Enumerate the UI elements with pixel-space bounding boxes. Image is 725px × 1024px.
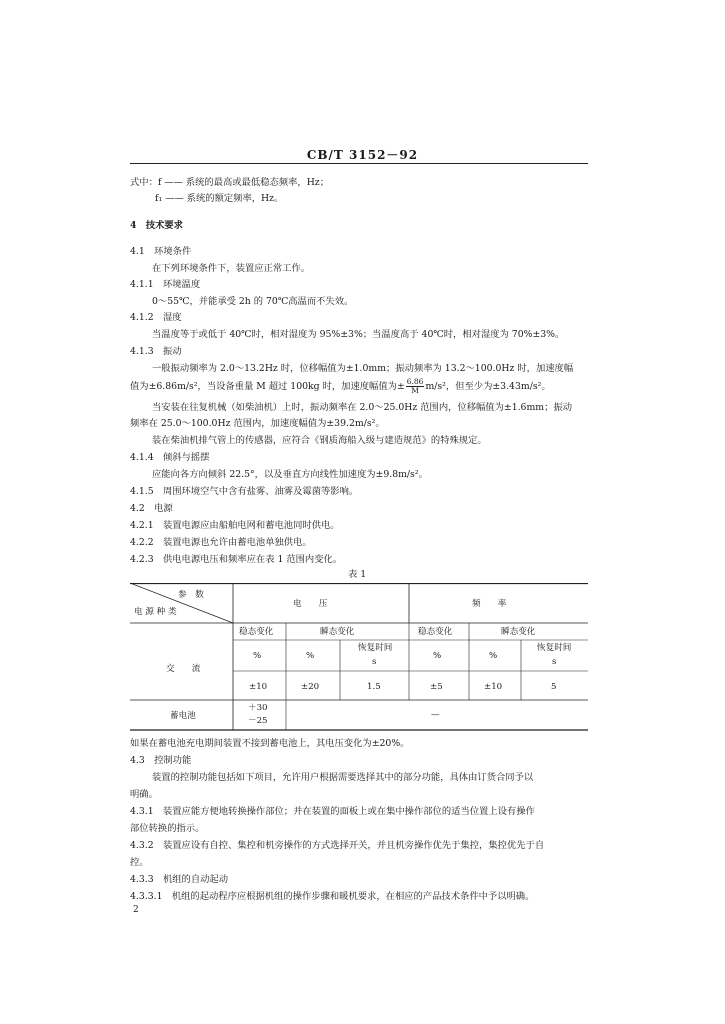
header-recovery-time-v: 恢复时间	[358, 643, 393, 653]
header-steady-voltage: 稳态变化	[239, 627, 274, 637]
text-line: 4.1.4 倾斜与摇摆	[130, 452, 210, 463]
text-line: 4.1.5 周围环境空气中含有盐雾、油雾及霉菌等影响。	[130, 486, 359, 497]
table-grid	[130, 583, 588, 731]
text-line: 4.3.3 机组的自动起动	[130, 874, 229, 885]
text-line: 4.2.3 供电电源电压和频率应在表 1 范围内变化。	[130, 554, 343, 565]
text-line: 4.1.3 振动	[130, 346, 182, 357]
text-line: 当温度等于或低于 40℃时，相对湿度为 95%±3%；当温度高于 40℃时，相对湿度为 70%±3%。	[152, 329, 565, 340]
ac-recovery-frequency: 5	[551, 682, 557, 692]
fraction-denominator: M	[411, 386, 419, 395]
text-line: 装在柴油机排气管上的传感器，应符合《钢质海船入级与建造规范》的特殊规定。	[152, 435, 487, 446]
text-line: 4.3.2 装置应设有自控、集控和机旁操作的方式选择开关，并且机旁操作优先于集控，集控优先于自	[130, 840, 545, 851]
text-line: 控。	[130, 857, 149, 868]
ac-steady-frequency: ±5	[430, 682, 443, 692]
text-line: 4.3 控制功能	[130, 755, 192, 766]
header-rule	[130, 163, 588, 164]
unit-s-f: s	[552, 657, 557, 667]
battery-voltage-minus: －25	[248, 716, 268, 726]
row-battery: 蓄电池	[170, 711, 196, 721]
text-line: 4.1.1 环境温度	[130, 279, 201, 290]
text-line: 4.2 电源	[130, 503, 173, 514]
header-power-type: 电 源 种 类	[134, 607, 177, 617]
fraction	[406, 378, 425, 395]
table-1	[130, 583, 588, 731]
formula-prefix: 值为±6.86m/s²，当设备重量 M 超过 100kg 时，加速度幅值为±	[130, 381, 405, 392]
text-line: 4.3.1 装置应能方便地转换操作部位；并在装置的面板上或在集中操作部位的适当位置上设有操作	[130, 806, 535, 817]
unit-s-v: s	[372, 657, 377, 667]
unit-pct-steady-v: %	[253, 651, 262, 661]
table-title: 表 1	[348, 569, 367, 580]
text-line: 4.2.2 装置电源也允许由蓄电池单独供电。	[130, 537, 312, 548]
text-line: 式中：f —— 系统的最高或最低稳态频率，Hz；	[130, 177, 329, 188]
text-line: 部位转换的指示。	[130, 823, 205, 834]
text-line: 装置的控制功能包括如下项目，允许用户根据需要选择其中的部分功能，具体由订货合同予以	[152, 772, 534, 783]
text-line: 4.3.3.1 机组的起动程序应根据机组的操作步骤和暖机要求，在相应的产品技术条件中予以明确。	[130, 891, 535, 902]
text-line: 一般振动频率为 2.0～13.2Hz 时，位移幅值为±1.0mm；振动频率为 13.2～100.0Hz 时，加速度幅	[152, 363, 574, 374]
header-transient-voltage: 瞬态变化	[320, 627, 355, 637]
text-line: 4.1 环境条件	[130, 246, 192, 257]
text-line: 4.1.2 湿度	[130, 312, 182, 323]
vibration-formula-line	[130, 378, 551, 395]
header-transient-frequency: 瞬态变化	[501, 627, 536, 637]
header-recovery-time-f: 恢复时间	[537, 643, 572, 653]
text-line: 明确。	[130, 789, 158, 800]
standard-header: CB/T 3152－92	[306, 148, 419, 162]
ac-steady-voltage: ±10	[249, 682, 268, 692]
battery-other-dash: —	[431, 710, 440, 720]
formula-suffix: m/s²，但至少为±3.43m/s²。	[425, 381, 551, 392]
header-param: 参 数	[178, 590, 204, 600]
unit-pct-transient-f: %	[489, 651, 498, 661]
battery-voltage-plus: ＋30	[248, 703, 268, 713]
header-voltage: 电 压	[293, 599, 328, 609]
ac-transient-voltage: ±20	[301, 682, 320, 692]
text-line: 频率在 25.0～100.0Hz 范围内，加速度幅值为±39.2m/s²。	[130, 418, 385, 429]
text-line: 应能向各方向倾斜 22.5°，以及垂直方向线性加速度为±9.8m/s²。	[152, 469, 428, 480]
page-number: 2	[133, 905, 139, 915]
text-line: 4 技术要求	[130, 220, 183, 231]
ac-transient-frequency: ±10	[484, 682, 503, 692]
unit-pct-steady-f: %	[433, 651, 442, 661]
header-steady-frequency: 稳态变化	[418, 627, 453, 637]
unit-pct-transient-v: %	[306, 651, 315, 661]
text-line: 如果在蓄电池充电期间装置不接到蓄电池上，其电压变化为±20%。	[130, 738, 410, 749]
header-frequency: 频 率	[472, 599, 507, 609]
row-ac: 交 流	[166, 664, 201, 674]
fraction-numerator: 6.86	[406, 377, 424, 386]
text-line: 4.2.1 装置电源应由船舶电网和蓄电池同时供电。	[130, 520, 340, 531]
ac-recovery-voltage: 1.5	[367, 682, 381, 692]
text-line: 0～55℃，并能承受 2h 的 70℃高温而不失效。	[152, 296, 354, 307]
text-line: f₁ —— 系统的额定频率，Hz。	[155, 193, 284, 204]
text-line: 在下列环境条件下，装置应正常工作。	[152, 263, 311, 274]
text-line: 当安装在往复机械（如柴油机）上时，振动频率在 2.0～25.0Hz 范围内，位移幅值为±1.6mm；振动	[152, 402, 572, 413]
